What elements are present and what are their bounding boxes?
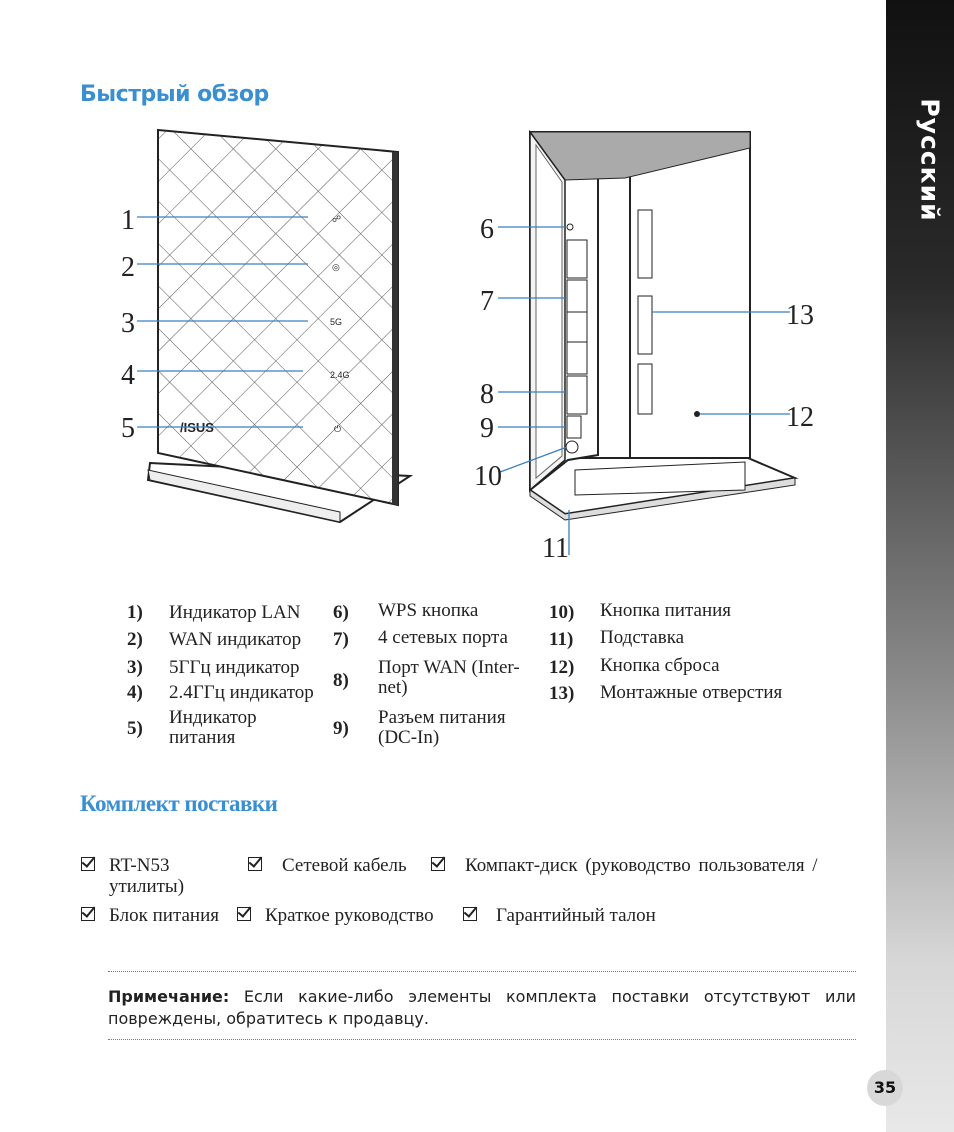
check-icon: [81, 857, 95, 871]
callout-5: 5: [121, 413, 135, 444]
legend-text: Индикатор LAN: [169, 602, 301, 623]
legend-text: WAN индикатор: [169, 629, 302, 650]
package-item: Компакт-диск (руководство пользователя /: [465, 855, 818, 876]
svg-text:5G: 5G: [330, 317, 343, 327]
legend-text: Индикатор питания: [169, 707, 257, 748]
callout-4: 4: [121, 360, 135, 391]
page-number: 35: [867, 1070, 903, 1106]
callout-7: 7: [480, 286, 494, 317]
legend-text: Кнопка сброса: [600, 655, 720, 676]
callout-6: 6: [480, 214, 494, 245]
check-icon: [431, 857, 445, 871]
check-icon: [463, 907, 477, 921]
legend-num: 10): [549, 602, 575, 623]
legend-text: WPS кнопка: [378, 600, 479, 621]
legend-num: 3): [127, 657, 143, 678]
callout-9: 9: [480, 413, 494, 444]
note-text: Если какие-либо элементы комплекта поставки отсутствуют или повреждены, обратитесь к продавцу.: [108, 987, 856, 1028]
legend-num: 9): [333, 718, 349, 739]
package-item: Гарантийный талон: [496, 905, 656, 926]
divider: [108, 971, 856, 972]
callout-2: 2: [121, 252, 135, 283]
legend-text: 4 сетевых порта: [378, 627, 508, 648]
svg-text:2.4G: 2.4G: [330, 370, 350, 380]
check-icon: [237, 907, 251, 921]
package-heading: Комплект поставки: [80, 791, 278, 816]
callout-11: 11: [542, 533, 569, 564]
router-diagram: [0, 120, 880, 570]
legend-num: 7): [333, 629, 349, 650]
legend-num: 13): [549, 683, 575, 704]
overview-heading: Быстрый обзор: [80, 82, 269, 107]
legend-num: 4): [127, 682, 143, 703]
legend-num: 8): [333, 670, 349, 691]
language-label: Русский: [915, 98, 945, 222]
router-front-view: [148, 130, 410, 522]
svg-text:◎: ◎: [332, 262, 340, 272]
note-label: Примечание:: [108, 987, 230, 1006]
callout-12: 12: [786, 402, 814, 433]
legend-text: Разъем питания (DC-In): [378, 707, 506, 748]
legend-num: 6): [333, 602, 349, 623]
legend-text: 5ГГц индикатор: [169, 657, 300, 678]
legend-num: 11): [549, 629, 574, 650]
callout-1: 1: [121, 205, 135, 236]
package-item: Сетевой кабель: [282, 855, 407, 876]
package-item: утилиты): [109, 876, 185, 897]
check-icon: [81, 907, 95, 921]
asus-logo: /ISUS: [180, 420, 214, 435]
package-item: Блок питания: [109, 905, 220, 926]
divider: [108, 1039, 856, 1040]
svg-text:☍: ☍: [332, 214, 342, 224]
legend-num: 1): [127, 602, 143, 623]
package-item: RT-N53: [109, 855, 170, 876]
legend-text: Кнопка питания: [600, 600, 732, 621]
check-icon: [248, 857, 262, 871]
legend-text: Порт WAN (Inter-net): [378, 657, 520, 698]
legend-text: Подставка: [600, 627, 685, 648]
callout-10: 10: [474, 461, 502, 492]
callout-3: 3: [121, 308, 135, 339]
note-box: [108, 986, 856, 1030]
callout-13: 13: [786, 300, 814, 331]
legend-num: 2): [127, 629, 143, 650]
legend-num: 12): [549, 657, 575, 678]
package-item: Краткое руководство: [265, 905, 434, 926]
callout-8: 8: [480, 379, 494, 410]
legend-num: 5): [127, 718, 143, 739]
router-back-view: [530, 132, 795, 520]
svg-text:⏻: ⏻: [334, 424, 342, 434]
legend-text: Монтажные отверстия: [600, 682, 783, 703]
legend-text: 2.4ГГц индикатор: [169, 682, 314, 703]
